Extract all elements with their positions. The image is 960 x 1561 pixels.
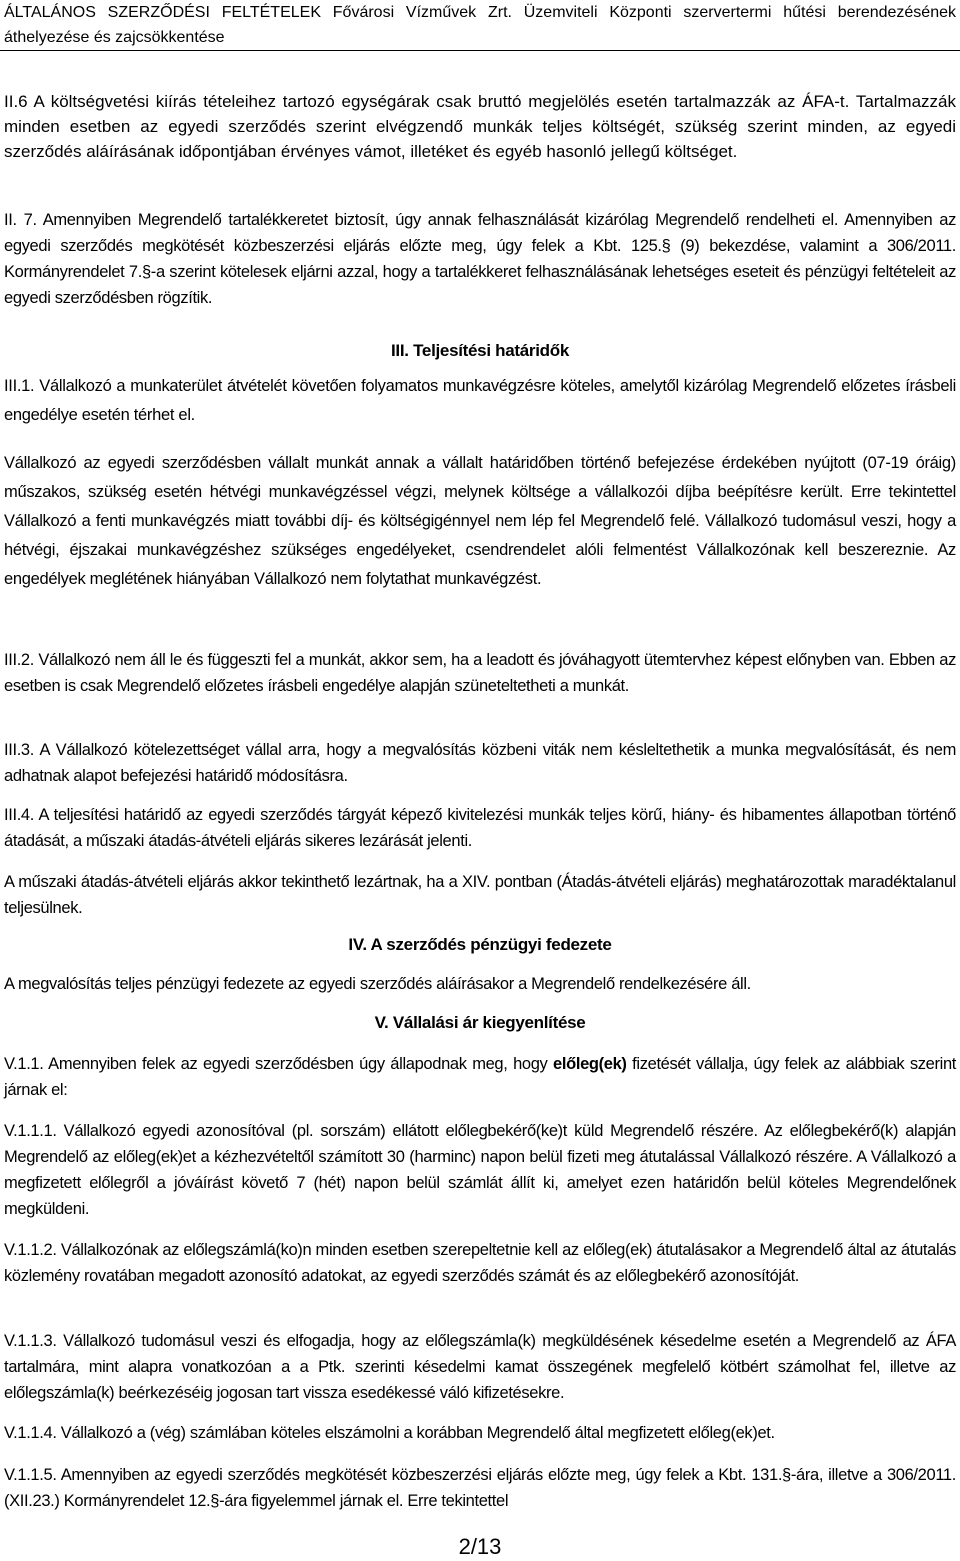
running-header: ÁLTALÁNOS SZERZŐDÉSI FELTÉTELEK Fővárosi Vízművek Zrt. Üzemviteli Központi szervertermi hűtési berendezésének áthelyezése és zajcsökkentése bbox=[4, 4, 956, 46]
paragraph-v-1-1-1: V.1.1.1. Vállalkozó egyedi azonosítóval (pl. sorszám) ellátott előlegbekérő(ke)t küld Megrendelő részére. Az előlegbekérő(k) alapján Megrendelő az előleg(ek)et a kézhezvételtől számított 30 (harminc) napon belül fizeti meg átutalással Vállalkozó részére. A Vállalkozó a megfizetett előlegről a jóváírást követő 7 (hét) napon belül számlát állít ki, amelyet ezen határidőn belül köteles Megrendelőnek megküldeni. bbox=[4, 1122, 956, 1218]
heading-iii: III. Teljesítési határidők bbox=[390, 341, 569, 360]
paragraph-iii-1-b: Vállalkozó az egyedi szerződésben vállalt munkát annak a vállalt határidőben történő befejezése érdekében nyújtott (07-19 óráig) műszakos, szükség esetén hétvégi munkavégzéssel végzi, melynek költsége a vállalkozói díjba beépítésre került. Erre tekintettel Vállalkozó a fenti munkavégzés miatt további díj- és költségigénnyel nem lép fel Megrendelő felé. Vállalkozó tudomásul veszi, hogy a hétvégi, éjszakai munkavégzéshez szükséges engedélyeket, csendrendelet alóli felmentést Vállalkozónak kell beszereznie. Az engedélyek meglétének hiányában Vállalkozó nem folytathat munkavégzést. bbox=[4, 454, 956, 588]
page-number: 2/13 bbox=[458, 1534, 502, 1559]
paragraph-v-1-1-rest: fizetését vállalja, úgy felek az alábbiak szerint járnak el: bbox=[4, 1055, 957, 1099]
paragraph-iii-4: III.4. A teljesítési határidő az egyedi szerződés tárgyát képező kivitelezési munkák teljes körű, hiány- és hibamentes állapotban történő átadását, a műszaki átadás-átvételi eljárás sikeres lezárását jelenti. bbox=[4, 806, 956, 850]
paragraph-v-1-1-2: V.1.1.2. Vállalkozónak az előlegszámlá(ko)n minden esetben szerepeltetnie kell az előleg(ek) átutalásakor a Megrendelő által az átutalás közlemény rovatában megadott azonosító adatokat, az egyedi szerződés számát és az előlegbekérő azonosítóját. bbox=[4, 1241, 956, 1285]
paragraph-iii-1: III.1. Vállalkozó a munkaterület átvételét követően folyamatos munkavégzésre köteles, amelytől kizárólag Megrendelő előzetes írásbeli engedélye esetén térhet el. bbox=[4, 377, 956, 424]
paragraph-v-1-1-4: V.1.1.4. Vállalkozó a (vég) számlában köteles elszámolni a korábban Megrendelő által megfizetett előleg(ek)et. bbox=[4, 1424, 775, 1442]
paragraph-v-1-1-emphasis: előleg(ek) bbox=[553, 1055, 627, 1073]
paragraph-ii-7: II. 7. Amennyiben Megrendelő tartalékkeretet biztosít, úgy annak felhasználását kizárólag Megrendelő rendelheti el. Amennyiben az egyedi szerződés megkötését közbeszerzési eljárás előzte meg, úgy felek a Kbt. 125.§ (9) bekezdése, valamint a 306/2011. Kormányrendelet 7.§-a szerint kötelesek eljárni azzal, hogy a tartalékkeret felhasználásának lehetséges eseteit és pénzügyi feltételeit az egyedi szerződésben rögzítik. bbox=[4, 211, 956, 307]
paragraph-v-1-1-lead: V.1.1. Amennyiben felek az egyedi szerződésben úgy állapodnak meg, hogy bbox=[4, 1055, 548, 1073]
paragraph-v-1-1 bbox=[4, 1051, 956, 1103]
paragraph-iii-4-b: A műszaki átadás-átvételi eljárás akkor tekinthető lezártnak, ha a XIV. pontban (Átadás-átvételi eljárás) meghatározottak maradéktalanul teljesülnek. bbox=[4, 873, 956, 917]
heading-v: V. Vállalási ár kiegyenlítése bbox=[374, 1013, 586, 1032]
heading-iv: IV. A szerződés pénzügyi fedezete bbox=[348, 935, 612, 954]
paragraph-v-1-1-3: V.1.1.3. Vállalkozó tudomásul veszi és elfogadja, hogy az előlegszámla(k) megküldésének késedelme esetén a Megrendelő az ÁFA tartalmára, mint alapra vonatkozóan a a Ptk. szerinti késedelmi kamat összegének megfelelő kötbért számolhat fel, illetve az előlegszámla(k) beérkezéséig jogosan tart vissza esedékessé váló kifizetésekre. bbox=[4, 1332, 956, 1402]
paragraph-iii-3: III.3. A Vállalkozó kötelezettséget vállal arra, hogy a megvalósítás közbeni viták nem késleltethetik a munka megvalósítását, és nem adhatnak alapot befejezési határidő módosításra. bbox=[4, 741, 956, 785]
header-rule bbox=[0, 50, 960, 51]
paragraph-v-1-1-5: V.1.1.5. Amennyiben az egyedi szerződés megkötését közbeszerzési eljárás előzte meg, úgy felek a Kbt. 131.§-ára, illetve a 306/2011. (XII.23.) Kormányrendelet 12.§-ára figyelemmel járnak el. Erre tekintettel bbox=[4, 1466, 956, 1510]
paragraph-ii-6: II.6 A költségvetési kiírás tételeihez tartozó egységárak csak bruttó megjelölés esetén tartalmazzák az ÁFA-t. Tartalmazzák minden esetben az egyedi szerződés szerint elvégzendő munkák teljes költségét, szükség szerint minden, az egyedi szerződés aláírásának időpontjában érvényes vámot, illetéket és egyéb hasonló jellegű költséget. bbox=[4, 92, 956, 161]
paragraph-iii-2: III.2. Vállalkozó nem áll le és függeszti fel a munkát, akkor sem, ha a leadott és jóváhagyott ütemtervhez képest előnyben van. Ebben az esetben is csak Megrendelő előzetes írásbeli engedélye alapján szüneteltetheti a munkát. bbox=[4, 651, 956, 695]
paragraph-iv: A megvalósítás teljes pénzügyi fedezete az egyedi szerződés aláírásakor a Megrendelő rendelkezésére áll. bbox=[4, 975, 751, 993]
